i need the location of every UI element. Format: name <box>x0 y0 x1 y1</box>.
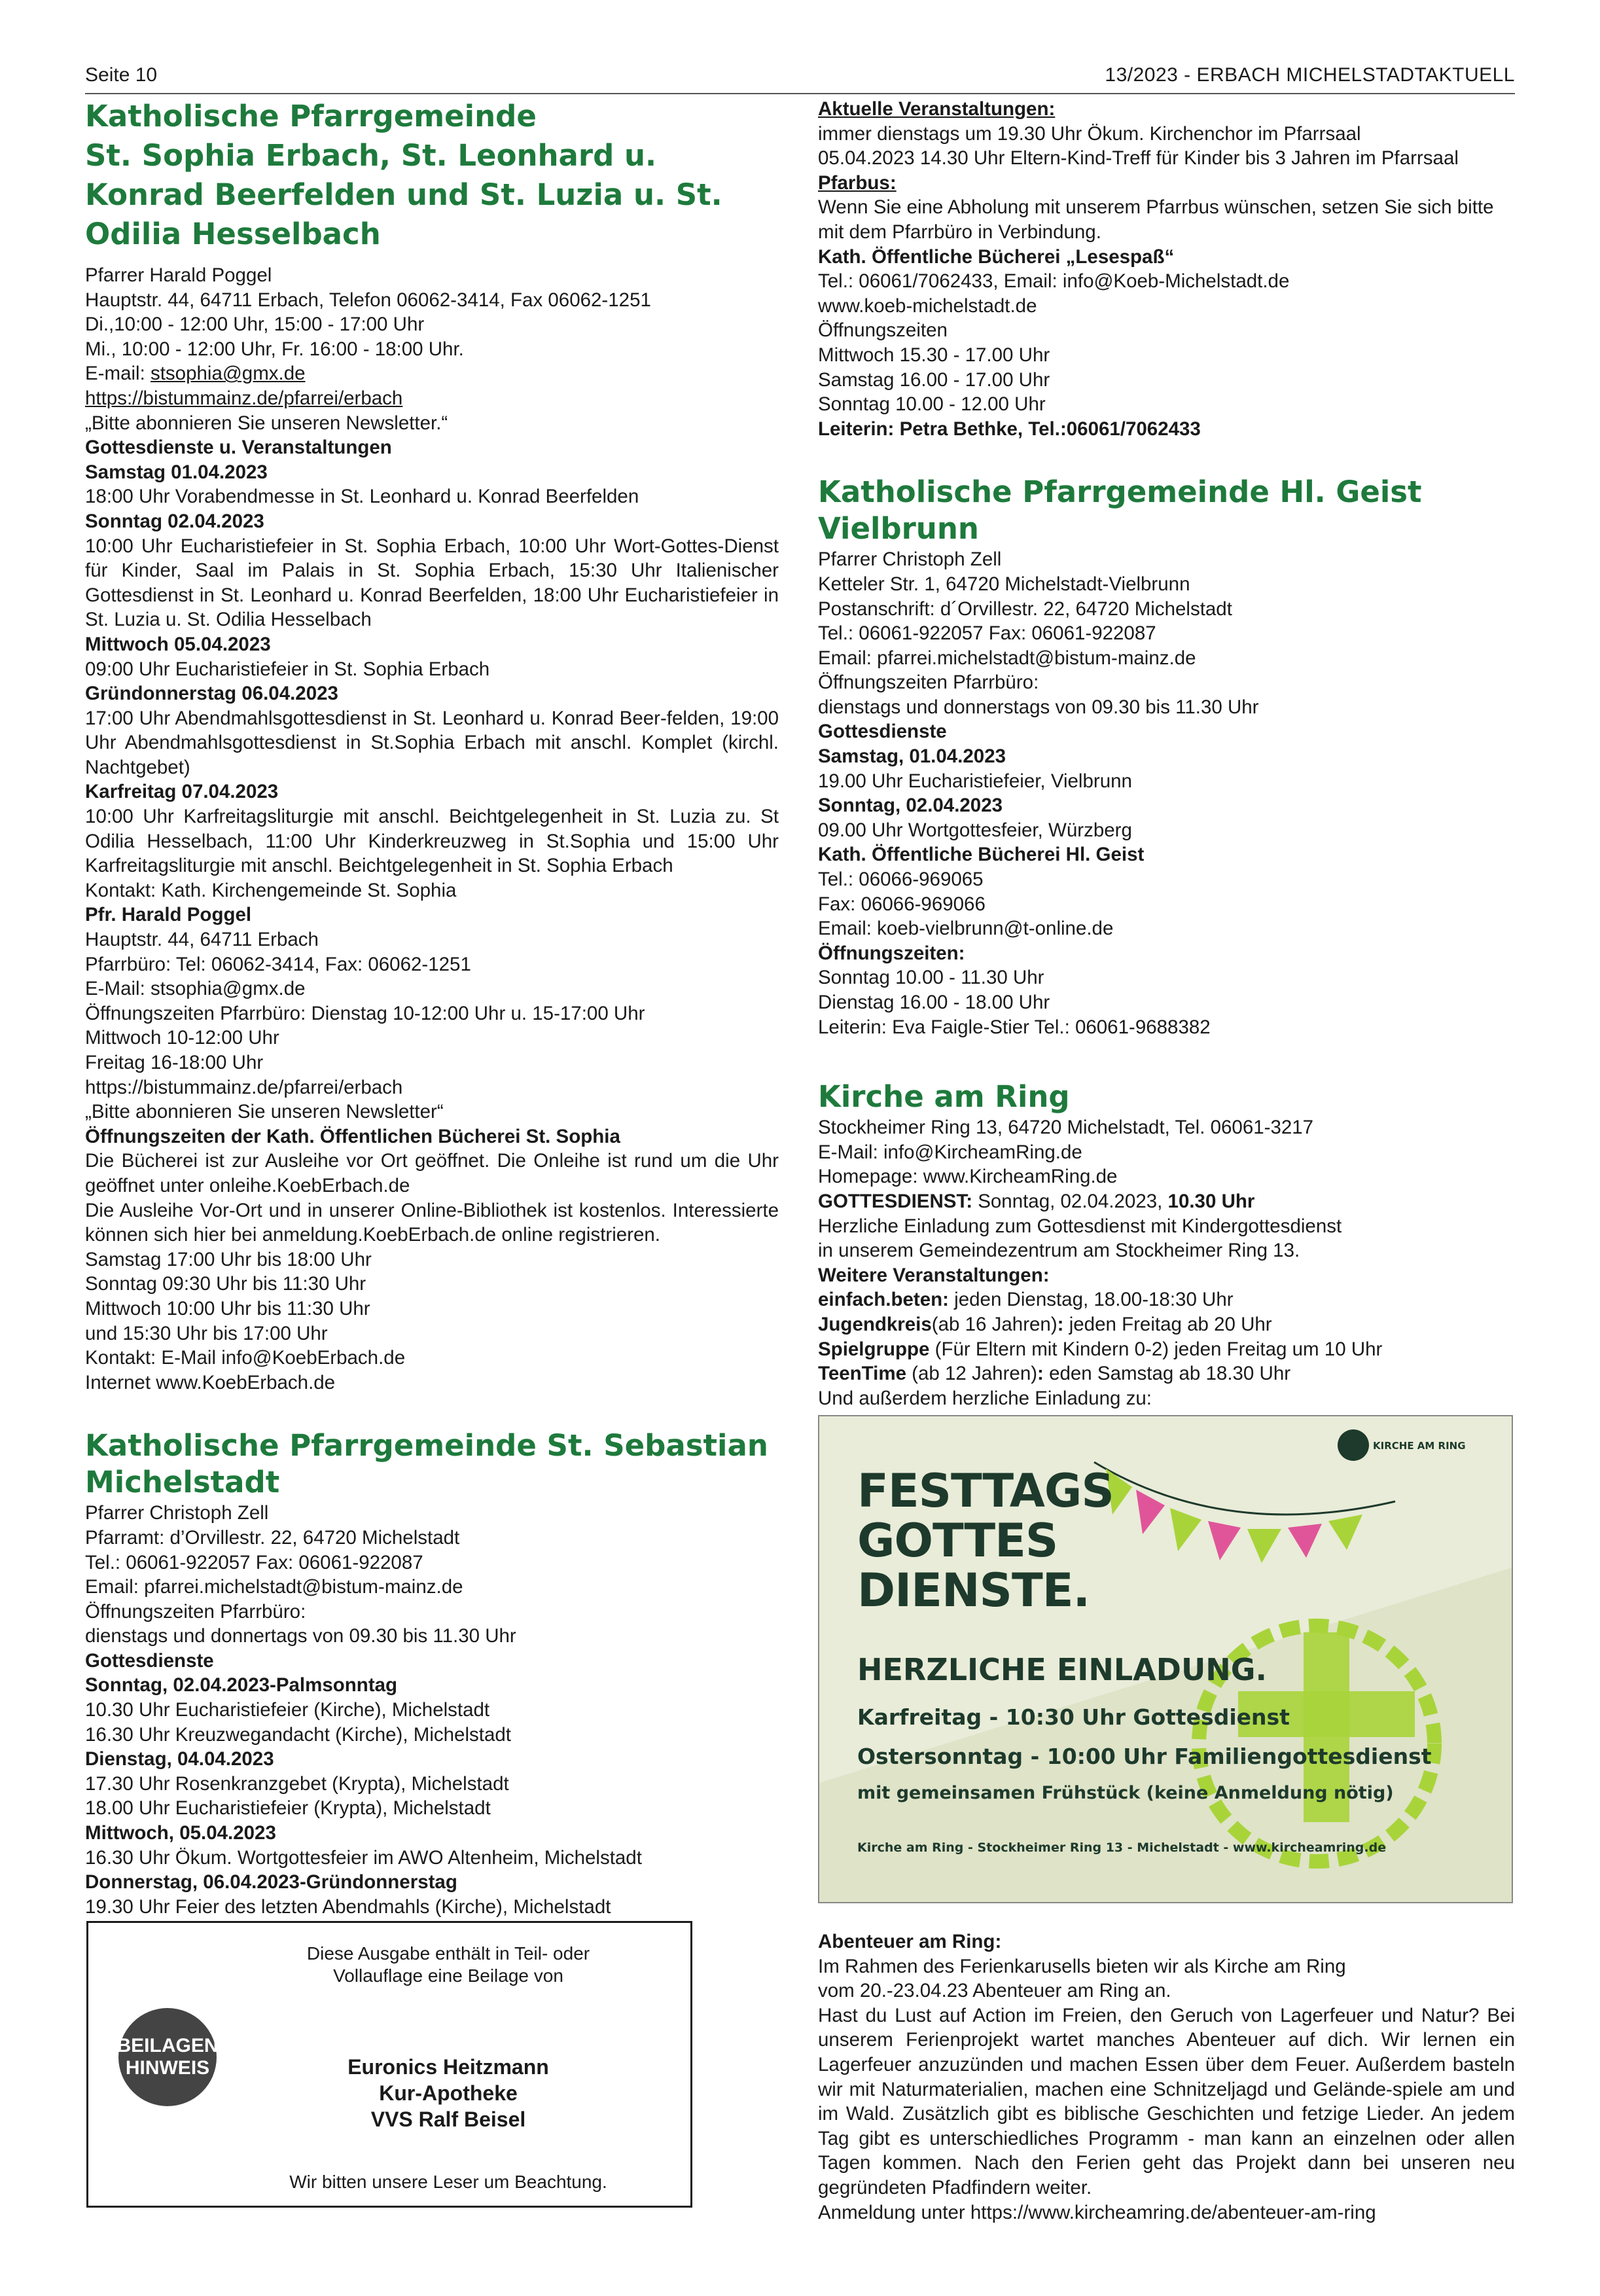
bunting-flag <box>1247 1529 1281 1563</box>
text-line: 05.04.2023 14.30 Uhr Eltern-Kind-Treff für Kinder bis 3 Jahren im Pfarrsaal <box>818 147 1459 170</box>
text-line: Email: pfarrei.michelstadt@bistum-mainz.de <box>85 1576 463 1598</box>
text-paragraph: Wenn Sie eine Abholung mit unserem Pfarrbus wünschen, setzen Sie sich bitte mit dem Pfarrbüro in Verbindung. <box>818 196 1494 243</box>
insert-notice-box <box>86 1921 692 2208</box>
text-line: Leiterin: Eva Faigle-Stier Tel.: 06061-9688382 <box>818 1016 1211 1038</box>
text-line: Anmeldung unter https://www.kircheamring.de/abenteuer-am-ring <box>818 2201 1376 2223</box>
text-line: Kontakt: Kath. Kirchengemeinde St. Sophia <box>85 879 457 901</box>
date-heading: Samstag, 01.04.2023 <box>818 745 1006 768</box>
issue-label: 13/2023 - ERBACH MICHELSTADTAKTUELL <box>1105 64 1515 86</box>
text-line: Samstag 16.00 - 17.00 Uhr <box>818 368 1050 391</box>
text-line: Hauptstr. 44, 64711 Erbach <box>85 929 319 951</box>
text-line: Herzliche Einladung zum Gottesdienst mit Kindergottesdienst <box>818 1215 1342 1237</box>
subheading: Kath. Öffentliche Bücherei „Lesespaß“ <box>818 245 1175 268</box>
notice-advertisers <box>285 2054 612 2132</box>
text-line: 09.00 Uhr Wortgottesfeier, Würzberg <box>818 819 1132 841</box>
date-heading: Sonntag, 02.04.2023 <box>818 795 1003 817</box>
text-line: Öffnungszeiten Pfarrbüro: <box>85 1600 306 1623</box>
email-line: E-mail: stsophia@gmx.de <box>85 363 306 385</box>
ad-invite: HERZLICHE EINLADUNG. <box>857 1652 1268 1687</box>
section-title: Katholische Pfarrgemeinde St. Sebastian Michelstadt <box>85 1428 768 1500</box>
text-line: Samstag 17:00 Uhr bis 18:00 Uhr <box>85 1248 372 1270</box>
page-header <box>85 60 1515 94</box>
subheading: Gottesdienste u. Veranstaltungen <box>85 437 392 459</box>
service-line: GOTTESDIENST: Sonntag, 02.04.2023, 10.30 Uhr <box>818 1190 1255 1212</box>
text-line: Kontakt: E-Mail info@KoebErbach.de <box>85 1347 406 1369</box>
text-line: Im Rahmen des Ferienkarusells bieten wir als Kirche am Ring <box>818 1955 1346 1977</box>
text-line: Und außerdem herzliche Einladung zu: <box>818 1387 1152 1409</box>
text-line: Sonntag 10.00 - 11.30 Uhr <box>818 967 1044 989</box>
event-line: Jugendkreis(ab 16 Jahren): jeden Freitag ab 20 Uhr <box>818 1313 1272 1335</box>
subheading: Pfr. Harald Poggel <box>85 904 252 926</box>
text-line: Mittwoch 10-12:00 Uhr <box>85 1027 279 1049</box>
text-line: Öffnungszeiten Pfarrbüro: <box>818 672 1039 694</box>
subheading: Pfarbus: <box>818 171 897 194</box>
text-line: Tel.: 06061/7062433, Email: info@Koeb-Michelstadt.de <box>818 270 1290 293</box>
bunting-flag <box>1288 1524 1322 1558</box>
notice-footer: Wir bitten unsere Leser um Beachtung. <box>289 2172 607 2192</box>
bunting-flag <box>1328 1515 1362 1550</box>
insert-badge: BEILAGEN HINWEIS <box>118 2008 217 2106</box>
text-line: Fax: 06066-969066 <box>818 893 986 915</box>
text-line: „Bitte abonnieren Sie unseren Newsletter.“ <box>85 412 448 434</box>
text-line: 17.30 Uhr Rosenkranzgebet (Krypta), Michelstadt <box>85 1772 509 1795</box>
text-line: Stockheimer Ring 13, 64720 Michelstadt, Tel. 06061-3217 <box>818 1117 1314 1139</box>
text-line: Ketteler Str. 1, 64720 Michelstadt-Vielbrunn <box>818 573 1190 595</box>
text-line: E-Mail: info@KircheamRing.de <box>818 1141 1082 1163</box>
text-line: Öffnungszeiten Pfarrbüro: Dienstag 10-12:00 Uhr u. 15-17:00 Uhr <box>85 1002 645 1024</box>
left-column <box>85 97 779 1919</box>
event-line: Spielgruppe (Für Eltern mit Kindern 0-2) jeden Freitag um 10 Uhr <box>818 1338 1383 1360</box>
text-paragraph: Die Bücherei ist zur Ausleihe vor Ort geöffnet. Die Onleihe ist rund um die Uhr geöffnet unter onleihe.KoebErbach.de <box>85 1150 779 1196</box>
text-line: Öffnungszeiten <box>818 319 948 342</box>
date-heading: Sonntag, 02.04.2023-Palmsonntag <box>85 1674 398 1696</box>
subheading: Gottesdienste <box>85 1649 214 1672</box>
ad-footer: Kirche am Ring - Stockheimer Ring 13 - Michelstadt - www.kircheamring.de <box>857 1840 1387 1855</box>
text-line: dienstags und donnerstags von 09.30 bis 11.30 Uhr <box>818 696 1259 718</box>
text-line: Homepage: www.KircheamRing.de <box>818 1166 1118 1188</box>
text-line: Sonntag 10.00 - 12.00 Uhr <box>818 393 1046 416</box>
text-paragraph: 10:00 Uhr Karfreitagsliturgie mit anschl. Beichtgelegenheit in St. Luzia zu. St Odilia Hesselbach, 11:00 Uhr Kinderkreuzweg in St.Sophia und 15:00 Uhr Karfreitagsliturgie mit anschl. Beichtgelegenheit in St. Sophia Erbach <box>85 806 779 877</box>
text-line: 18:00 Uhr Vorabendmesse in St. Leonhard u. Konrad Beerfelden <box>85 486 639 508</box>
website-link[interactable]: https://bistummainz.de/pfarrei/erbach <box>85 387 403 409</box>
date-heading: Karfreitag 07.04.2023 <box>85 781 279 803</box>
date-heading: Gründonnerstag 06.04.2023 <box>85 683 338 705</box>
bunting-flag <box>1208 1521 1241 1560</box>
text-line: Tel.: 06066-969065 <box>818 869 984 891</box>
text-line: Pfarrer Christoph Zell <box>85 1502 269 1524</box>
text-line: Email: koeb-vielbrunn@t-online.de <box>818 918 1114 940</box>
subheading: Kath. Öffentliche Bücherei Hl. Geist <box>818 844 1145 866</box>
text-line: Tel.: 06061-922057 Fax: 06061-922087 <box>85 1551 423 1573</box>
date-heading: Sonntag 02.04.2023 <box>85 510 264 532</box>
text-line: https://bistummainz.de/pfarrei/erbach <box>85 1076 403 1098</box>
text-line: 19.00 Uhr Eucharistiefeier, Vielbrunn <box>818 770 1132 792</box>
subheading: Weitere Veranstaltungen: <box>818 1264 1050 1286</box>
text-line: in unserem Gemeindezentrum am Stockheimer Ring 13. <box>818 1240 1300 1262</box>
text-paragraph: 17:00 Uhr Abendmahlsgottesdienst in St. Leonhard u. Konrad Beer-felden, 19:00 Uhr Abendmahlsgottesdienst in St.Sophia Erbach mit anschl. Komplet (kirchl. Nachtgebet) <box>85 707 779 778</box>
section-subtitle: St. Sophia Erbach, St. Leonhard u. Konrad Beerfelden und St. Luzia u. St. Odilia Hesselbach <box>85 138 722 251</box>
text-line: 16.30 Uhr Kreuzwegandacht (Kirche), Michelstadt <box>85 1723 511 1746</box>
text-line: „Bitte abonnieren Sie unseren Newsletter“ <box>85 1101 444 1123</box>
date-heading: Mittwoch, 05.04.2023 <box>85 1822 276 1844</box>
date-heading: Samstag 01.04.2023 <box>85 461 268 483</box>
subheading: Abenteuer am Ring: <box>818 1931 1002 1952</box>
subheading: Aktuelle Veranstaltungen: <box>818 98 1056 120</box>
subheading: Gottesdienste <box>818 721 947 743</box>
ad-logo-text: KIRCHE AM RING <box>1373 1440 1466 1452</box>
text-paragraph: Die Ausleihe Vor-Ort und in unserer Online-Bibliothek ist kostenlos. Interessierte können sich hier bei anmeldung.KoebErbach.de online registrieren. <box>85 1199 779 1246</box>
text-line: immer dienstags um 19.30 Uhr Ökum. Kirchenchor im Pfarrsaal <box>818 122 1361 145</box>
date-heading: Donnerstag, 06.04.2023-Gründonnerstag <box>85 1871 457 1893</box>
text-line: Pfarrbüro: Tel: 06062-3414, Fax: 06062-1251 <box>85 953 471 975</box>
church-logo-icon <box>1338 1429 1369 1461</box>
text-line: Di.,10:00 - 12:00 Uhr, 15:00 - 17:00 Uhr <box>85 314 425 336</box>
text-line: Mittwoch 15.30 - 17.00 Uhr <box>818 344 1050 366</box>
text-line: Freitag 16-18:00 Uhr <box>85 1052 264 1073</box>
text-line: dienstags und donnertags von 09.30 bis 11.30 Uhr <box>85 1625 516 1647</box>
text-line: und 15:30 Uhr bis 17:00 Uhr <box>85 1322 328 1344</box>
ad-line: Karfreitag - 10:30 Uhr Gottesdienst <box>857 1704 1290 1730</box>
text-line: Mi., 10:00 - 12:00 Uhr, Fr. 16:00 - 18:00 Uhr. <box>85 338 464 360</box>
text-line: Pfarrer Harald Poggel <box>85 264 272 286</box>
subheading: Öffnungszeiten: <box>818 942 965 964</box>
bunting-flag <box>1136 1490 1165 1534</box>
text-line: Dienstag 16.00 - 18.00 Uhr <box>818 992 1050 1013</box>
text-line: Pfarrer Christoph Zell <box>818 548 1002 571</box>
text-line: Email: pfarrei.michelstadt@bistum-mainz.de <box>818 647 1196 669</box>
text-line: 16.30 Uhr Ökum. Wortgottesfeier im AWO Altenheim, Michelstadt <box>85 1846 642 1869</box>
right-column <box>818 97 1515 1410</box>
advertiser: Euronics Heitzmann <box>347 2055 549 2079</box>
text-line: Postanschrift: d´Orvillestr. 22, 64720 Michelstadt <box>818 598 1232 620</box>
section-title: Katholische Pfarrgemeinde <box>85 99 537 134</box>
advertiser: VVS Ralf Beisel <box>370 2108 526 2131</box>
ad-line: Ostersonntag - 10:00 Uhr Familiengottesdienst <box>857 1744 1432 1769</box>
text-line: Tel.: 06061-922057 Fax: 06061-922087 <box>818 622 1156 645</box>
text-line: www.koeb-michelstadt.de <box>818 295 1037 317</box>
bunting-flag <box>1170 1508 1201 1551</box>
text-line: Leiterin: Petra Bethke, Tel.:06061/7062433 <box>818 418 1201 440</box>
text-line: 19.30 Uhr Feier des letzten Abendmahls (Kirche), Michelstadt <box>85 1895 611 1918</box>
text-line: Mittwoch 10:00 Uhr bis 11:30 Uhr <box>85 1297 370 1319</box>
section-title: Kirche am Ring <box>818 1079 1070 1115</box>
text-line: Sonntag 09:30 Uhr bis 11:30 Uhr <box>85 1273 366 1295</box>
text-line: vom 20.-23.04.23 Abenteuer am Ring an. <box>818 1980 1171 2002</box>
date-heading: Mittwoch 05.04.2023 <box>85 633 271 655</box>
event-line: einfach.beten: jeden Dienstag, 18.00-18:30 Uhr <box>818 1289 1234 1311</box>
notice-intro: Diese Ausgabe enthält in Teil- oder Vollauflage eine Beilage von <box>306 1943 590 1986</box>
advertiser: Kur-Apotheke <box>379 2081 518 2105</box>
festival-services-ad <box>818 1415 1513 1903</box>
text-line: Internet www.KoebErbach.de <box>85 1371 336 1393</box>
section-title: Katholische Pfarrgemeinde Hl. Geist Vielbrunn <box>818 475 1422 547</box>
ad-headline: FESTTAGS GOTTES DIENSTE. <box>857 1464 1114 1617</box>
text-paragraph: Hast du Lust auf Action im Freien, den Geruch von Lagerfeuer und Natur? Bei unserem Ferienprojekt wartet manches Abenteuer auf dich. Wir lernen ein Lagerfeuer anzuzünden und machen Essen über dem Feuer. Außerdem basteln wir mit Naturmaterialien, machen eine Schnitzeljagd und Gelände-spiele am und im Wald. Zusätzlich gibt es biblische Geschichten und fetzige Lieder. An jedem Tag gibt es unterschiedliches Programm - man kann an einzelnen oder allen Tagen kommen. Nach den Ferien geht das Projekt dann bei unseren neu gegründeten Pfadfindern weiter. <box>818 2004 1515 2198</box>
ad-line: mit gemeinsamen Frühstück (keine Anmeldung nötig) <box>857 1783 1394 1803</box>
text-line: 18.00 Uhr Eucharistiefeier (Krypta), Michelstadt <box>85 1797 491 1820</box>
event-line: TeenTime (ab 12 Jahren): eden Samstag ab 18.30 Uhr <box>818 1363 1291 1385</box>
text-line: Hauptstr. 44, 64711 Erbach, Telefon 06062-3414, Fax 06062-1251 <box>85 289 651 311</box>
page-number: Seite 10 <box>85 64 158 86</box>
text-line: 10.30 Uhr Eucharistiefeier (Kirche), Michelstadt <box>85 1699 490 1721</box>
email-link[interactable]: stsophia@gmx.de <box>150 363 306 385</box>
text-line: 09:00 Uhr Eucharistiefeier in St. Sophia Erbach <box>85 658 490 680</box>
text-line: E-Mail: stsophia@gmx.de <box>85 978 306 1000</box>
date-heading: Dienstag, 04.04.2023 <box>85 1748 274 1770</box>
adventure-article <box>818 1929 1515 2225</box>
text-paragraph: 10:00 Uhr Eucharistiefeier in St. Sophia Erbach, 10:00 Uhr Wort-Gottes-Dienst für Kinder, Saal im Palais in St. Sophia Erbach, 15:30 Uhr Italienischer Gottesdienst in St. Leonhard u. Konrad Beerfelden, 18:00 Uhr Eucharistiefeier in St. Luzia u. St. Odilia Hesselbach <box>85 535 779 631</box>
text-line: Pfarramt: d’Orvillestr. 22, 64720 Michelstadt <box>85 1526 460 1549</box>
subheading: Öffnungszeiten der Kath. Öffentlichen Bücherei St. Sophia <box>85 1125 620 1147</box>
